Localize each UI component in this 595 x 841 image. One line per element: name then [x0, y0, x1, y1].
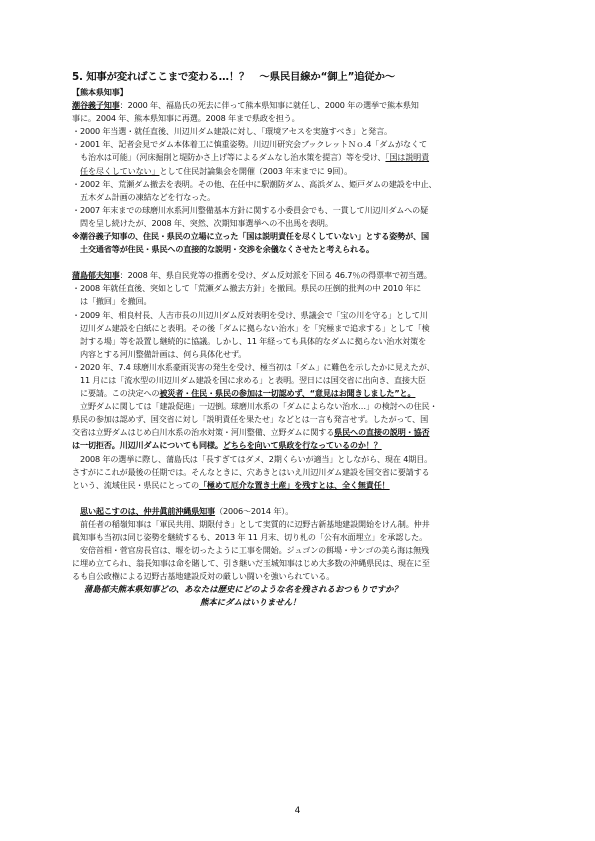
- list-item: ・2000 年当選・就任直後、川辺川ダム建設に対し、「環境アセスを実施すべき」と発言。: [72, 126, 392, 137]
- list-item: ・2020 年、7.4 球磨川水系豪雨災害の発生を受け、極当初は「ダム」に難色を示したかに見えたが、: [72, 361, 435, 372]
- list-item: ・2008 年就任直後、突如として「荒瀬ダム撤去方針」を撤回。県民の圧倒的批判の中 2010 年に: [72, 283, 422, 294]
- list-item: ・2009 年、相良村長、人吉市長の川辺川ダム反対表明を受け、県議会で「宝の川を守る」として川: [72, 309, 428, 320]
- section-body: 5. 知事が変ればここまで変わる…！？ ～県民目線か“御上”追従か～ 【熊本県知事】 潮谷義子知事：2000 年、福島氏の死去に伴って熊本県知事に就任し、2000 年の選挙で熊本県知 事に。2004 年、熊本県知事に再選。2008 年まで県政を担う。 ・2000 年当選・就任直後、川辺川ダム建設に対し、「環境アセスを実施すべき」と発言。 ・2001 年、記者会見でダム本体着工に慎重姿勢。川辺川研究会ブックレットＮｏ.4「ダムがなくて も治水は可能」（河床掘削と堤防かさ上げ等によるダムなし治水策を提言）等を受け、「国は説明責 任を尽くしていない」として住民討論集会を開催（2003 年末までに 9回）。 ・2002 年、荒瀬ダム撤去を表明。その他、在任中に駅潮防ダム、高浜ダム、姫戸ダムの建設を中止、 五木ダム計画の凍結などを行なった。 ・2007 年末までの球磨川水系河川整備基本方針に関する小委員会でも、一貫して川辺川ダムへの疑 問を呈し続けたが、2008 年、突然、次期知事選挙への不出馬を表明。 ※潮谷義子知事の、住民・県民の立場に立った「国は説明責任を尽くしていない」とする姿勢が、国 土交通省等が住民・県民への直接的な説明・交渉を余儀なくさせたと考えられる。 蒲島郁夫知事：2008 年、県自民党等の推薦を受け、ダム反対派を下回る 46.7％の得票率で初当選。 ・2008 年就任直後、突如として「荒瀬ダム撤去方針」を撤回。県民の圧倒的批判の中 2010 年に は「撤回」を撤回。 ・2009 年、相良村長、人吉市長の川辺川ダム反対表明を受け、県議会で「宝の川を守る」として川 辺川ダム建設を白紙にと表明。その後「ダムに拠らない治水」を「究極まで追求する」として「検 討する場」等を設置し継続的に協議。しかし、11 年経っても具体的なダムに拠らない治水対策を 内容とする河川整備計画は、何ら具体化せず。 ・2020 年、7.4 球磨川水系豪雨災害の発生を受け、極当初は「ダム」に難色を示したかに見えたが、 11 月には「流水型の川辺川ダム建設を国に求める」と表明。翌日には国交省に出向き、直接大臣 に要請。この決定への被災者・住民・県民の参加は一切認めず、“意見はお聞きしました”と。 立野ダムに関しては「建設促進」一辺倒。球磨川水系の「ダムによらない治水…」の検討への住民・ 県民の参加は認めず、国交省に対し「説明責任を果たせ」などとは一言も発言せず。したがって、国 交省は立野ダムはじめ白川水系の治水対策・河川整備、立野ダムに関する県民への直接の説明・協否 は一切拒否。川辺川ダムについても同様。どちらを向いて県政を行なっているのか！？ 2008 年の選挙に際し、蒲島氏は「長すぎてはダメ、2期くらいが適当」としながら、現在 4期目。 さすがにこれが最後の任期では。そんなときに、穴あきとはいえ川辺川ダム建設を国交省に要請する という、流域住民・県民にとっての「極めて厄介な置き土産」を残すとは、全く無責任！ 思い起こすのは、仲井眞前沖縄県知事（2006～2014 年）。 前任者の稲嶺知事は「軍民共用、期限付き」として実質的に辺野古新基地建設開始をけん制。仲井 眞知事も当初は同じ姿勢を継続するも、2013 年 11 月末、切り札の「公有水面埋立」を承認した。 安倍首相・菅官房長官は、堰を切ったように工事を開始。ジュゴンの餌場・サンゴの美ら海は無残 に埋め立てられ、翁長知事は命を賭して、引き継いだ玉城知事はじめ大多数の沖縄県民は、現在に至 るも自公政権による辺野古基地建設反対の厳しい闘いを強いられている。 蒲島郁夫熊本県知事どの、あなたは歴史にどのような名を残されるおつもりですか？ 熊本にダムはいりません！: [72, 70, 534, 609]
- closing-statement: 蒲島郁夫熊本県知事どの、あなたは歴史にどのような名を残されるおつもりですか？: [84, 584, 402, 595]
- list-item: ・2001 年、記者会見でダム本体着工に慎重姿勢。川辺川研究会ブックレットＮｏ.4「ダムがなくて: [72, 139, 427, 150]
- list-item: ・2002 年、荒瀬ダム撤去を表明。その他、在任中に駅潮防ダム、高浜ダム、姫戸ダムの建設を中止、: [72, 178, 437, 189]
- okinawa-paragraph: 思い起こすのは、仲井眞前沖縄県知事（2006～2014 年）。: [80, 505, 294, 516]
- kabashima-paragraph: 蒲島郁夫知事：2008 年、県自民党等の推薦を受け、ダム反対派を下回る 46.7％の得票率で初当選。: [72, 270, 432, 281]
- shiotani-paragraph: 潮谷義子知事：2000 年、福島氏の死去に伴って熊本県知事に就任し、2000 年の選挙で熊本県知: [72, 100, 419, 111]
- section-heading: 5. 知事が変ればここまで変わる…！？ ～県民目線か“御上”追従か～: [72, 71, 395, 83]
- note: ※潮谷義子知事の、住民・県民の立場に立った「国は説明責任を尽くしていない」とする姿勢が、国: [72, 231, 429, 242]
- closing-slogan: 熊本にダムはいりません！: [200, 597, 301, 608]
- page-number: 4: [294, 806, 301, 816]
- list-item: ・2007 年末までの球磨川水系河川整備基本方針に関する小委員会でも、一貫して川辺川ダムへの疑: [72, 204, 429, 215]
- subsection-label: 【熊本県知事】: [72, 87, 128, 97]
